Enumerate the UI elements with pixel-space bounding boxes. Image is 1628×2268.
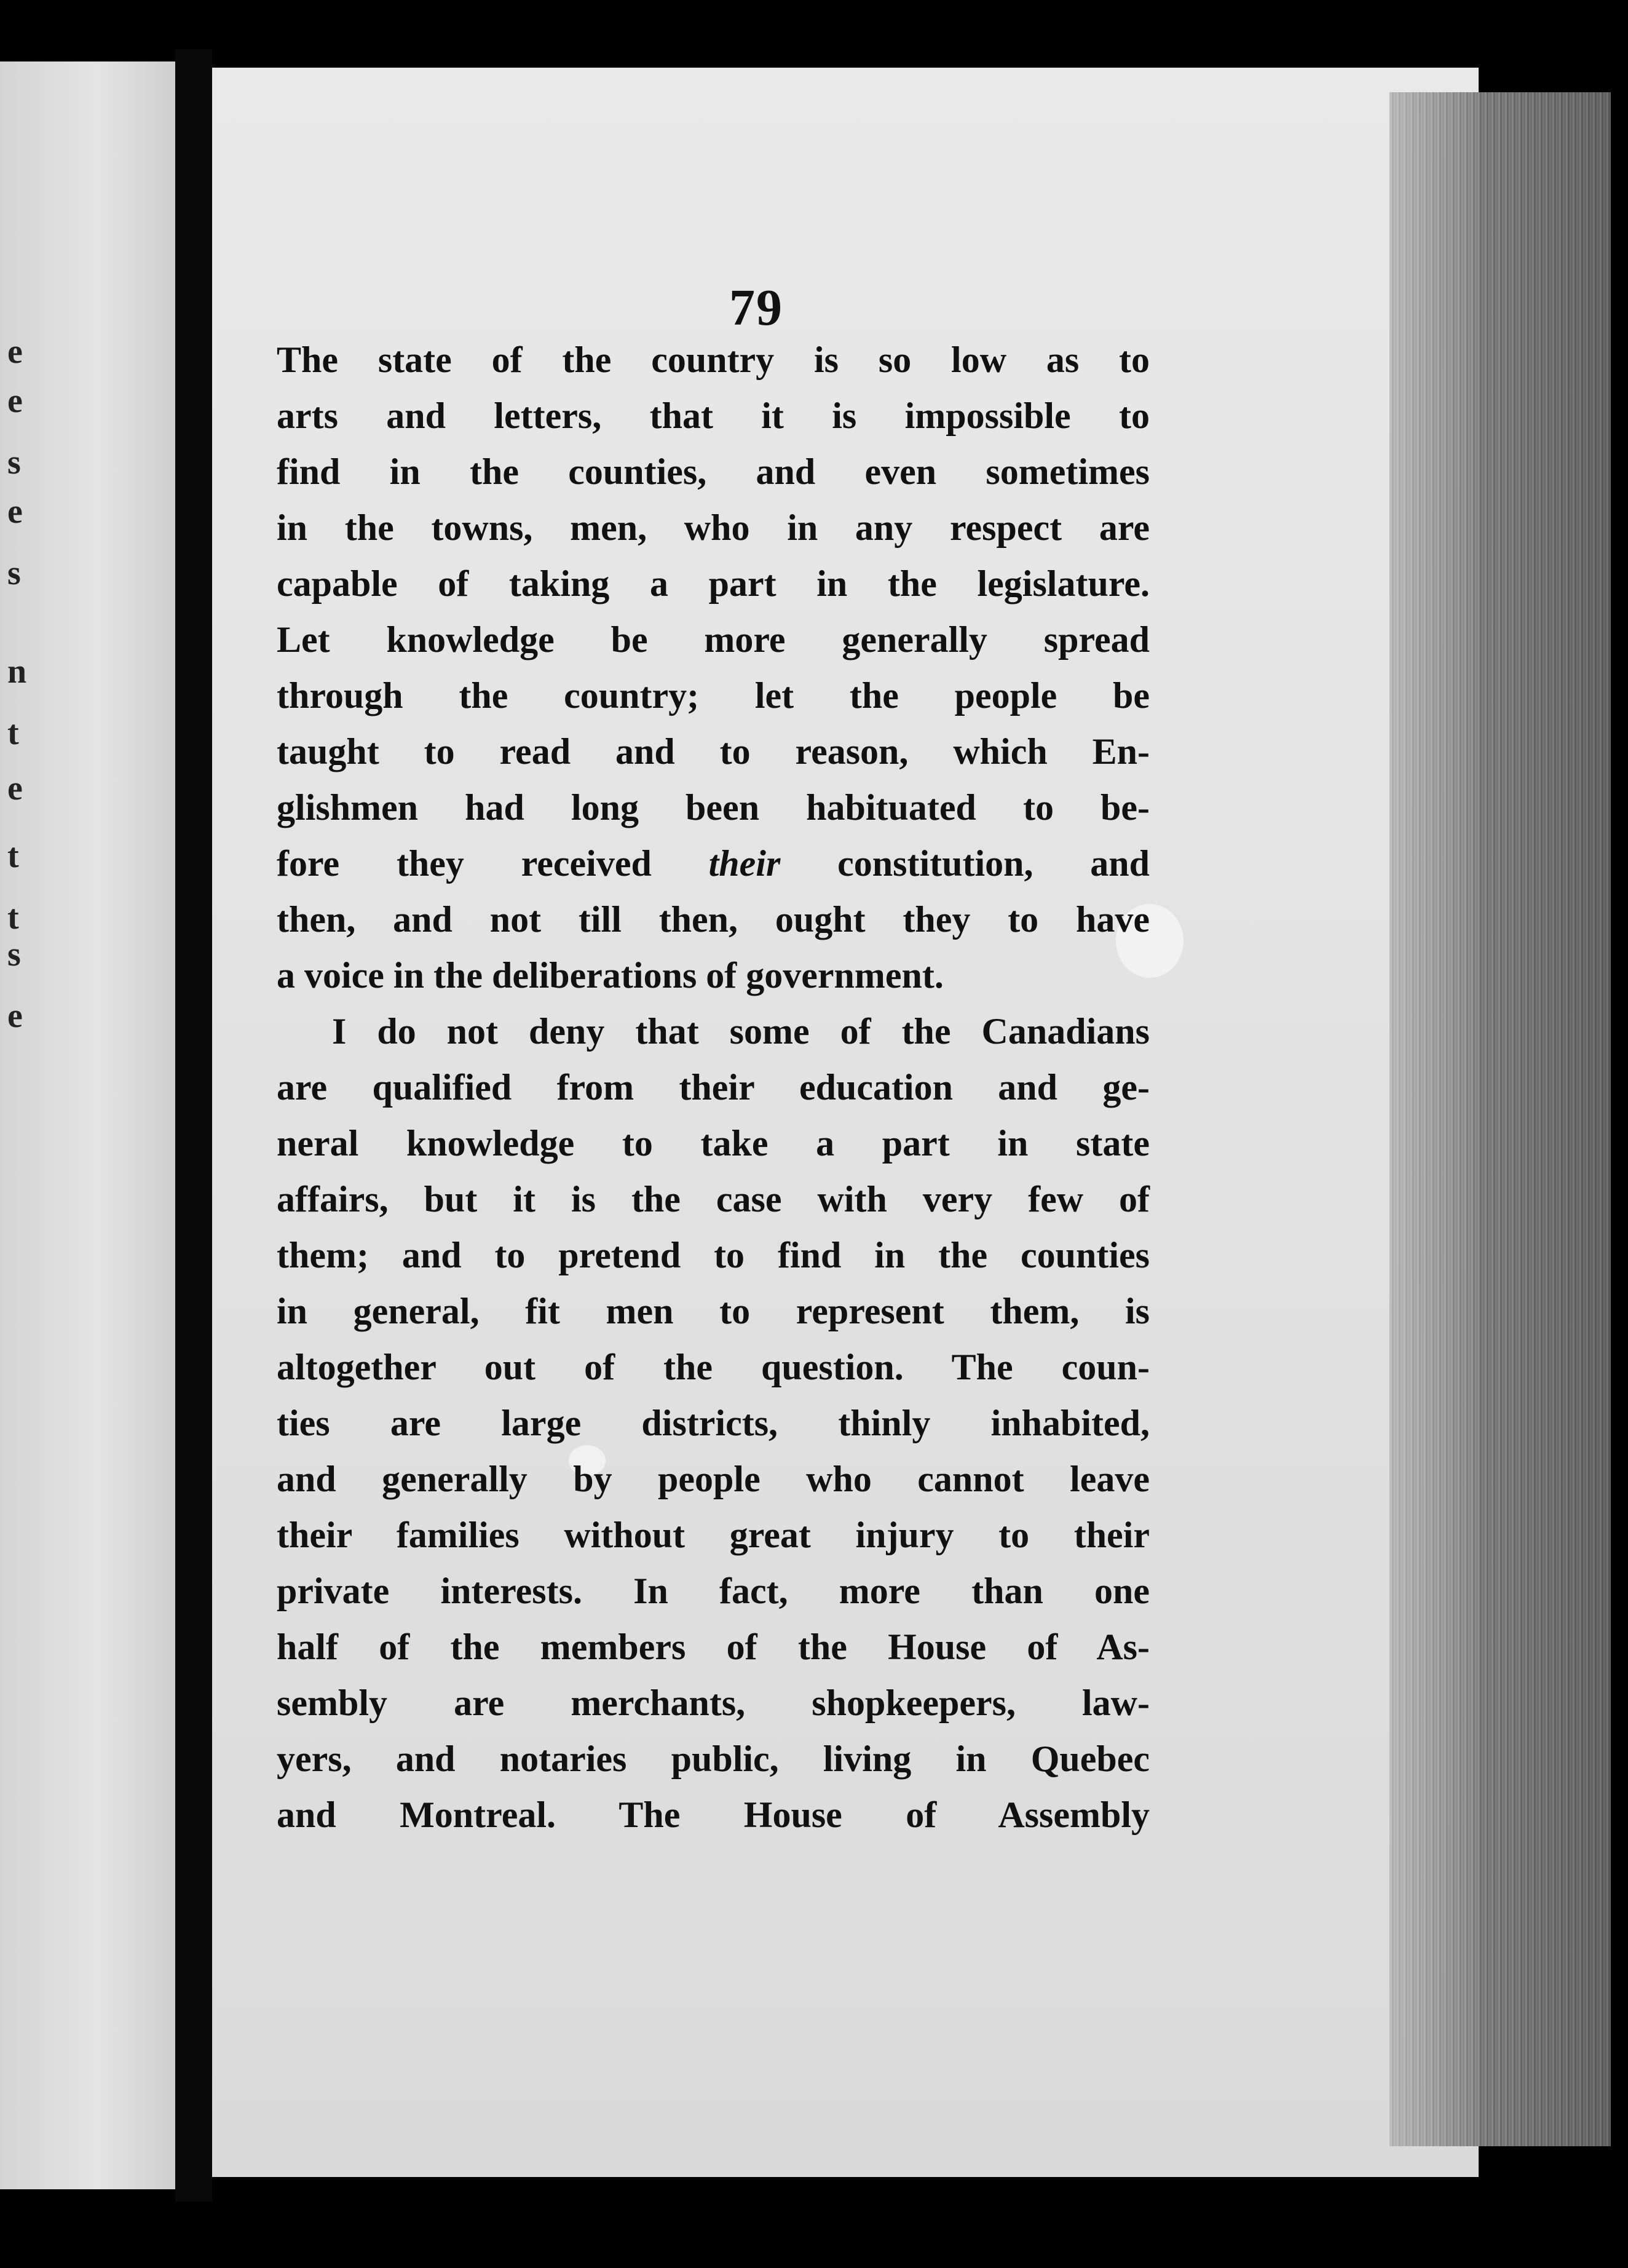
margin-letter: s xyxy=(7,443,21,482)
margin-letter: n xyxy=(7,652,27,691)
body-text xyxy=(277,332,1150,1843)
margin-letter: t xyxy=(7,837,19,875)
text-line: private interests. In fact, more than one xyxy=(277,1571,1150,1611)
text-line: capable of taking a part in the legislature. xyxy=(277,563,1150,604)
text-line: sembly are merchants, shopkeepers, law- xyxy=(277,1683,1150,1723)
text-line: fore they received their constitution, and xyxy=(277,843,1150,884)
text-line: in general, fit men to represent them, is xyxy=(277,1291,1150,1331)
text-line: neral knowledge to take a part in state xyxy=(277,1123,1150,1164)
text-line: through the country; let the people be xyxy=(277,675,1150,716)
text-line: I do not deny that some of the Canadians xyxy=(332,1011,1150,1052)
margin-letter: e xyxy=(7,333,23,371)
italic-word: their xyxy=(708,843,781,884)
margin-letter: e xyxy=(7,997,23,1035)
page-number: 79 xyxy=(729,279,783,336)
margin-letter: e xyxy=(7,493,23,531)
text-line: them; and to pretend to find in the counties xyxy=(277,1235,1150,1275)
text-line: a voice in the deliberations of government. xyxy=(277,955,944,996)
text-line: yers, and notaries public, living in Quebec xyxy=(277,1739,1150,1779)
text-line: arts and letters, that it is impossible to xyxy=(277,395,1150,436)
margin-letter: t xyxy=(7,714,19,752)
text-line: Let knowledge be more generally spread xyxy=(277,619,1150,660)
text-line: half of the members of the House of As- xyxy=(277,1627,1150,1667)
text-line: their families without great injury to their xyxy=(277,1515,1150,1555)
margin-letter: s xyxy=(7,935,21,973)
margin-letter: e xyxy=(7,382,23,420)
text-line: affairs, but it is the case with very few of xyxy=(277,1179,1150,1219)
text-line: and generally by people who cannot leave xyxy=(277,1459,1150,1499)
text-line: find in the counties, and even sometimes xyxy=(277,451,1150,492)
text-line: and Montreal. The House of Assembly xyxy=(277,1794,1150,1835)
left-page-fragment xyxy=(0,61,175,2189)
text-line: altogether out of the question. The coun- xyxy=(277,1347,1150,1387)
text-line: glishmen had long been habituated to be- xyxy=(277,787,1150,828)
text-line: The state of the country is so low as to xyxy=(277,339,1150,380)
margin-letter: s xyxy=(7,554,21,592)
text-line: taught to read and to reason, which En- xyxy=(277,731,1150,772)
text-line: then, and not till then, ought they to have xyxy=(277,899,1150,940)
page-edges-shading xyxy=(1389,92,1611,2146)
text-line: are qualified from their education and ge- xyxy=(277,1067,1150,1108)
margin-letter: e xyxy=(7,769,23,807)
text-line: in the towns, men, who in any respect are xyxy=(277,507,1150,548)
text-line: ties are large districts, thinly inhabited, xyxy=(277,1403,1150,1443)
book-gutter xyxy=(175,49,212,2202)
margin-letter: t xyxy=(7,898,19,937)
